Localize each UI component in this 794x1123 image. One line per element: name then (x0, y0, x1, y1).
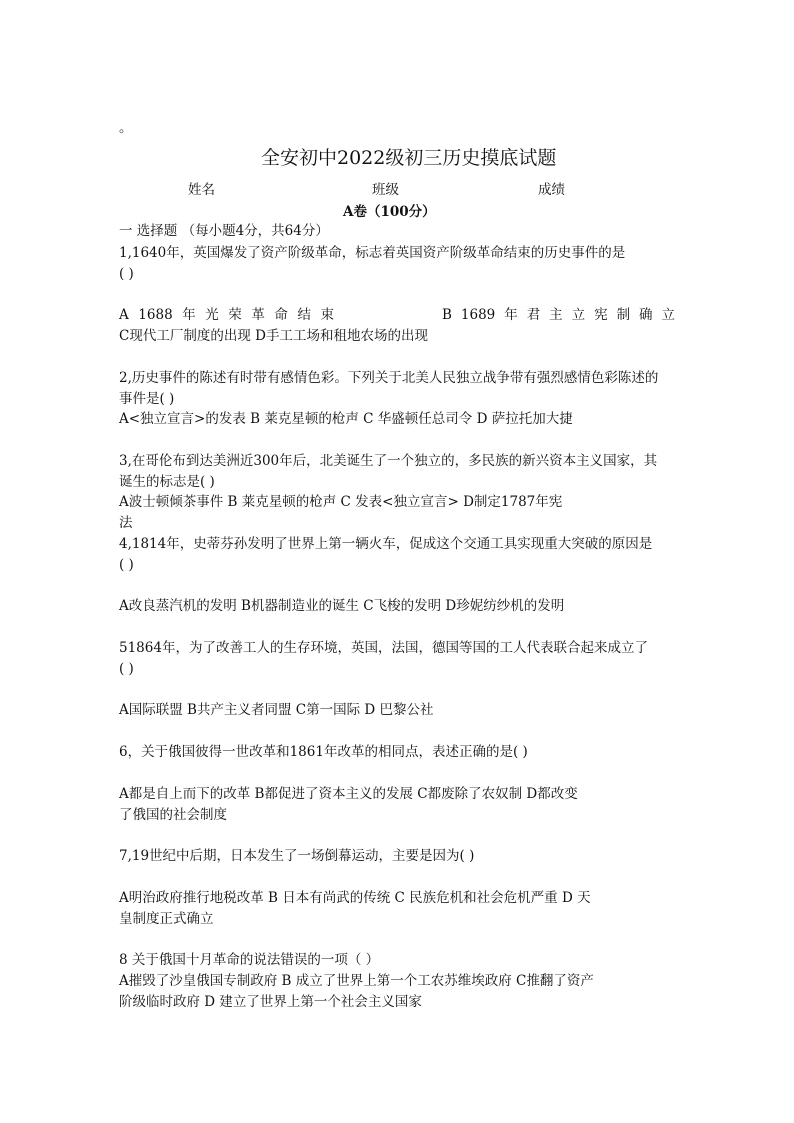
question-3-options-cont: 法 (119, 515, 133, 531)
question-2-stem-cont: 事件是( ) (119, 391, 175, 407)
question-1-stem: 1,1640年，英国爆发了资产阶级革命，标志着英国资产阶级革命结束的历史事件的是 (119, 245, 626, 261)
question-7-stem: 7,19世纪中后期，日本发生了一场倒幕运动，主要是因为( ) (119, 848, 475, 864)
question-2-options: A<独立宣言>的发表 B 莱克星顿的枪声 C 华盛顿任总司令 D 萨拉托加大捷 (119, 411, 573, 427)
name-label: 姓名 (188, 182, 215, 198)
question-1-option-a: A 1688 年 光 荣 革 命 结 束 (119, 307, 334, 323)
section-heading: 一 选择题 （每小题4分，共64分） (119, 223, 329, 239)
question-3-stem-cont: 诞生的标志是( ) (119, 474, 215, 490)
volume-heading: A卷（100分） (343, 204, 436, 220)
question-7-options-cont: 皇制度正式确立 (119, 911, 214, 927)
question-6-options-cont: 了俄国的社会制度 (119, 807, 227, 823)
question-8-options-cont: 阶级临时政府 D 建立了世界上第一个社会主义国家 (119, 994, 422, 1010)
question-8-stem: 8 关于俄国十月革命的说法错误的一项（ ） (119, 952, 380, 968)
question-4-stem: 4,1814年，史蒂芬孙发明了世界上第一辆火车，促成这个交通工具实现重大突破的原因是 (119, 536, 653, 552)
question-5-blank: ( ) (119, 661, 134, 677)
question-4-blank: ( ) (119, 557, 134, 573)
question-1-options-cd: C现代工厂制度的出现 D手工工场和租地农场的出现 (119, 328, 428, 344)
question-1-blank: ( ) (119, 266, 134, 282)
class-label: 班级 (372, 182, 399, 198)
question-2-stem: 2,历史事件的陈述有时带有感情色彩。下列关于北美人民独立战争带有强烈感情色彩陈述的 (119, 370, 659, 386)
score-label: 成绩 (538, 182, 565, 198)
question-8-options: A摧毁了沙皇俄国专制政府 B 成立了世界上第一个工农苏维埃政府 C推翻了资产 (119, 973, 594, 989)
stray-dot: 。 (119, 120, 133, 136)
question-5-stem: 51864年，为了改善工人的生存环境，英国，法国，德国等国的工人代表联合起来成立了 (119, 640, 648, 656)
question-6-options: A都是自上而下的改革 B都促进了资本主义的发展 C都废除了农奴制 D都改变 (119, 786, 578, 802)
question-7-options: A明治政府推行地税改革 B 日本有尚武的传统 C 民族危机和社会危机严重 D 天 (119, 890, 591, 906)
question-5-options: A国际联盟 B共产主义者同盟 C第一国际 D 巴黎公社 (119, 702, 434, 718)
question-1-option-b: B 1689 年 君 主 立 宪 制 确 立 (442, 307, 675, 323)
page-title: 全安初中2022级初三历史摸底试题 (261, 147, 557, 169)
question-3-options: A波士顿倾茶事件 B 莱克星顿的枪声 C 发表<独立宣言> D制定1787年宪 (119, 494, 563, 510)
question-6-stem: 6，关于俄国彼得一世改革和1861年改革的相同点，表述正确的是( ) (119, 744, 528, 760)
question-4-options: A改良蒸汽机的发明 B机器制造业的诞生 C飞梭的发明 D珍妮纺纱机的发明 (119, 598, 565, 614)
question-3-stem: 3,在哥伦布到达美洲近300年后，北美诞生了一个独立的，多民族的新兴资本主义国家，其 (119, 453, 658, 469)
